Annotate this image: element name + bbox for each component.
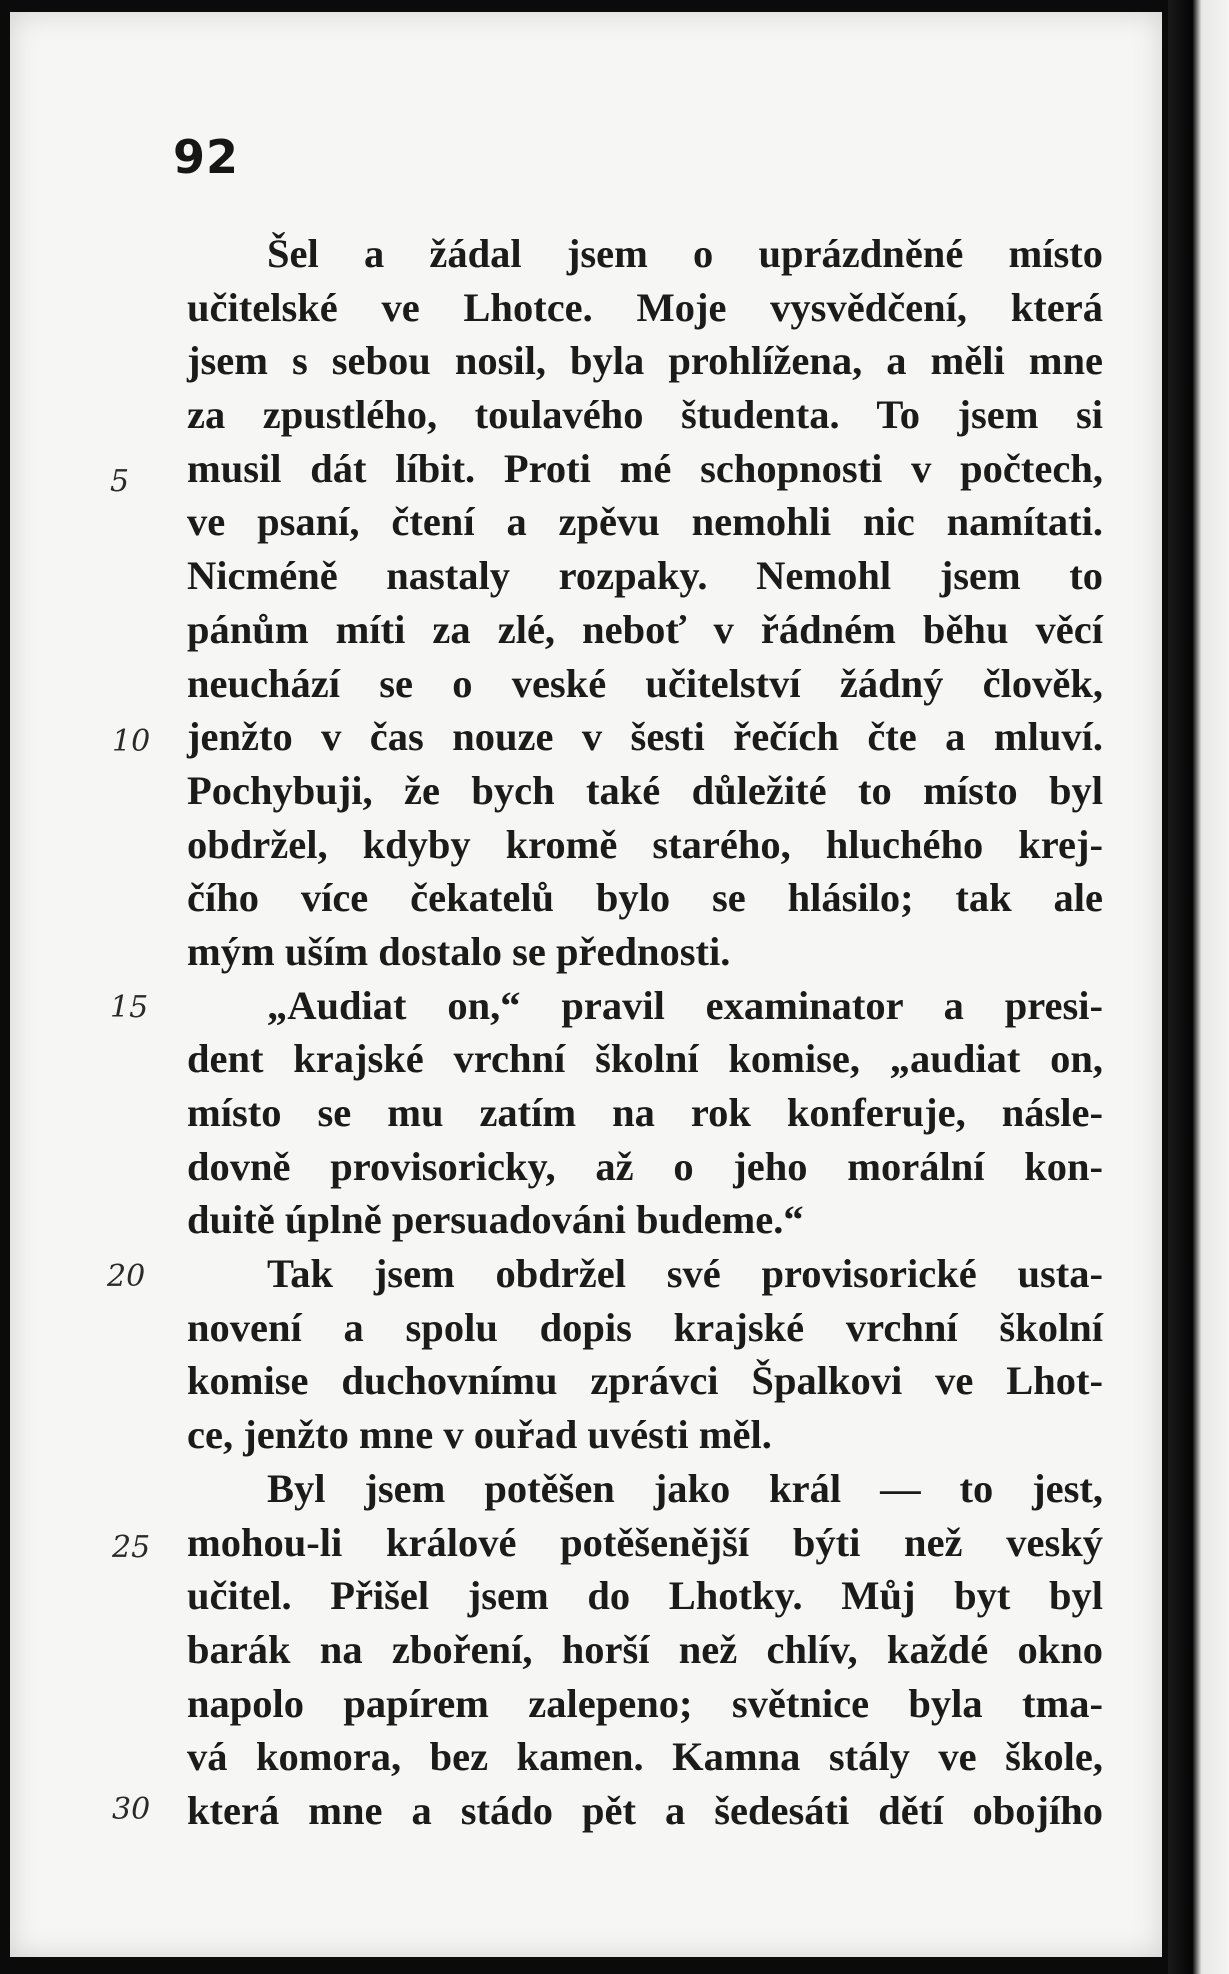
margin-note-25: 25 xyxy=(112,1530,151,1565)
text-line: novení a spolu dopis krajské vrchní školní xyxy=(187,1304,1103,1350)
text-line: vá komora, bez kamen. Kamna stály ve škole, xyxy=(187,1734,1103,1780)
text-line: která mne a stádo pět a šedesáti dětí obojího xyxy=(187,1787,1103,1833)
text-line: ce, jenžto mne v ouřad uvésti měl. xyxy=(187,1412,772,1458)
text-line: Pochybuji, že bych také důležité to místo byl xyxy=(187,767,1103,813)
text-line: dovně provisoricky, až o jeho morální kon- xyxy=(187,1143,1103,1189)
text-line: pánům míti za zlé, neboť v řádném běhu věcí xyxy=(187,606,1103,652)
book-page xyxy=(10,12,1162,1957)
text-line: obdržel, kdyby kromě starého, hluchého krej- xyxy=(187,821,1103,867)
text-line: jenžto v čas nouze v šesti řečích čte a mluví. xyxy=(187,714,1103,760)
text-line: za zpustlého, toulavého študenta. To jsem si xyxy=(187,392,1103,438)
text-line: komise duchovnímu zprávci Špalkovi ve Lhot- xyxy=(187,1358,1103,1404)
text-line: Byl jsem potěšen jako král — to jest, xyxy=(267,1465,1103,1511)
text-line: barák na zboření, horší než chlív, každé okno xyxy=(187,1626,1103,1672)
text-line: Tak jsem obdržel své provisorické usta- xyxy=(267,1251,1103,1297)
text-line: dent krajské vrchní školní komise, „audiat on, xyxy=(187,1036,1103,1082)
text-line: neuchází se o veské učitelství žádný člověk, xyxy=(187,660,1103,706)
text-line: jsem s sebou nosil, byla prohlížena, a měli mne xyxy=(187,338,1103,384)
text-line: duitě úplně persuadováni budeme.“ xyxy=(187,1197,804,1243)
margin-note-10: 10 xyxy=(112,724,151,759)
margin-note-20: 20 xyxy=(107,1259,146,1294)
text-line: mým uším dostalo se přednosti. xyxy=(187,928,731,974)
text-line: učitel. Přišel jsem do Lhotky. Můj byt byl xyxy=(187,1573,1103,1619)
text-line: mohou-li králové potěšenější býti než veský xyxy=(187,1519,1103,1565)
text-line: musil dát líbit. Proti mé schopnosti v počtech, xyxy=(187,445,1103,491)
text-line: „Audiat on,“ pravil examinator a presi- xyxy=(267,982,1103,1028)
margin-note-30: 30 xyxy=(112,1792,151,1827)
text-line: místo se mu zatím na rok konferuje, násle- xyxy=(187,1090,1103,1135)
page-number: 92 xyxy=(173,130,240,184)
text-line: ve psaní, čtení a zpěvu nemohli nic namítati. xyxy=(187,499,1103,545)
text-line: Šel a žádal jsem o uprázdněné místo xyxy=(267,231,1103,276)
next-page-edge xyxy=(1168,0,1229,1974)
text-line: Nicméně nastaly rozpaky. Nemohl jsem to xyxy=(187,553,1103,599)
margin-note-5: 5 xyxy=(110,464,130,499)
text-line: učitelské ve Lhotce. Moje vysvědčení, která xyxy=(187,284,1103,330)
text-line: čího více čekatelů bylo se hlásilo; tak ale xyxy=(187,875,1103,921)
body-text xyxy=(187,227,1103,1838)
text-line: napolo papírem zalepeno; světnice byla tma- xyxy=(187,1680,1103,1726)
margin-note-15: 15 xyxy=(110,990,149,1025)
